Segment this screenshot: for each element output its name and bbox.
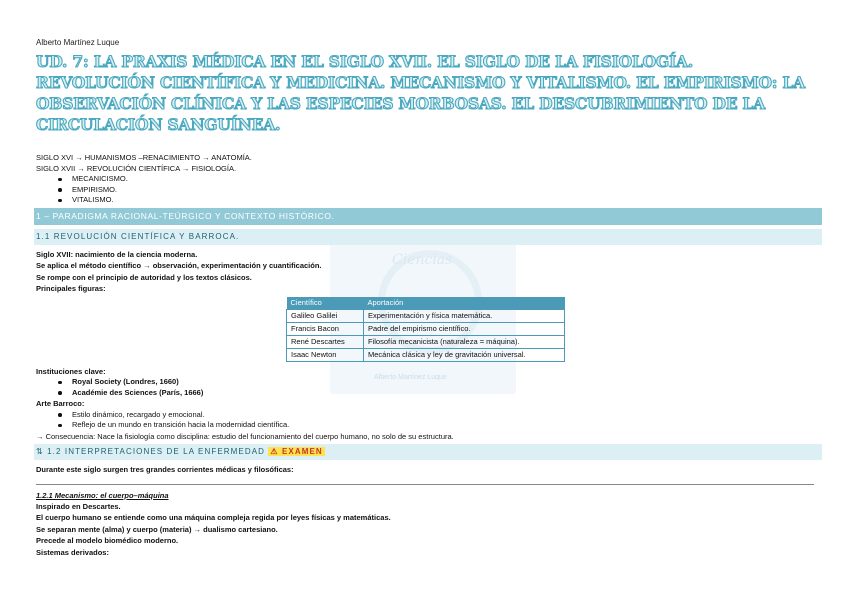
intro-line-1: SIGLO XVI → HUMANISMOS –RENACIMIENTO → ANATOMÍA.	[36, 153, 252, 162]
table-cell: Experimentación y física matemática.	[364, 309, 565, 322]
table-cell: René Descartes	[287, 335, 364, 348]
subsection-heading: 1.2.1 Mecanismo: el cuerpo–máquina	[36, 490, 169, 500]
table-row	[287, 348, 565, 361]
section-heading-1: 1 – PARADIGMA RACIONAL-TEÚRGICO Y CONTEXTO HISTÓRICO.	[34, 208, 822, 225]
section-heading-text: ⇅ 1.2 INTERPRETACIONES DE LA ENFERMEDAD	[36, 447, 266, 456]
section-intro: Durante este siglo surgen tres grandes corrientes médicas y filosóficas:	[36, 465, 294, 474]
list-item: EMPIRISMO.	[58, 185, 814, 196]
figures-table	[286, 297, 565, 362]
divider	[36, 484, 814, 485]
author-name: Alberto Martínez Luque	[36, 38, 120, 47]
paragraph-line: Se aplica el método científico → observación, experimentación y cuantificación.	[36, 261, 322, 270]
watermark-title: Ciencias	[392, 252, 453, 268]
baroque-list	[36, 410, 814, 431]
column-header: Científico	[287, 297, 364, 310]
table-cell: Filosofía mecanicista (naturaleza = máquina).	[364, 335, 565, 348]
consequence-line: → Consecuencia: Nace la fisiología como disciplina: estudio del funcionamiento del cuerpo humano, no solo de su estructura.	[36, 431, 454, 441]
intro-bullets	[36, 174, 814, 206]
paragraph-line: Se rompe con el principio de autoridad y los textos clásicos.	[36, 272, 252, 282]
paragraph-line: Sistemas derivados:	[36, 547, 109, 557]
list-item: Royal Society (Londres, 1660)	[58, 377, 814, 388]
table-row	[287, 322, 565, 335]
intro-line-2: SIGLO XVII → REVOLUCIÓN CIENTÍFICA → FISIOLOGÍA.	[36, 163, 237, 173]
list-item: Académie des Sciences (París, 1666)	[58, 388, 814, 399]
watermark-author: Alberto Martínez Luque	[374, 374, 447, 381]
paragraph-line: Se separan mente (alma) y cuerpo (materia) → dualismo cartesiano.	[36, 524, 278, 534]
column-header: Aportación	[364, 297, 565, 310]
table-cell: Francis Bacon	[287, 322, 364, 335]
table-cell: Isaac Newton	[287, 348, 364, 361]
institutions-list	[36, 377, 814, 398]
table-cell: Galileo Galilei	[287, 309, 364, 322]
section-heading-1-1: 1.1 REVOLUCIÓN CIENTÍFICA Y BARROCA.	[34, 229, 822, 245]
list-item: VITALISMO.	[58, 195, 814, 206]
table-row	[287, 309, 565, 322]
table-row	[287, 335, 565, 348]
document-title: UD. 7: LA PRAXIS MÉDICA EN EL SIGLO XVII. EL SIGLO DE LA FISIOLOGÍA. REVOLUCIÓN CIENTÍFICA Y MEDICINA. MECANISMO Y VITALISMO. EL EMPIRISMO: LA OBSERVACIÓN CLÍNICA Y LAS ESPECIES MORBOSAS. EL DESCUBRIMIENTO DE LA CIRCULACIÓN SANGUÍNEA.	[36, 52, 805, 134]
list-item: MECANICISMO.	[58, 174, 814, 185]
exam-badge: ⚠ EXAMEN	[270, 447, 323, 456]
table-cell: Padre del empirismo científico.	[364, 322, 565, 335]
paragraph-line: Siglo XVII: nacimiento de la ciencia moderna.	[36, 249, 198, 259]
document-page	[36, 38, 814, 558]
list-item: Reflejo de un mundo en transición hacia la modernidad científica.	[58, 420, 814, 431]
table-header-row	[287, 297, 565, 310]
paragraph-line: Precede al modelo biomédico moderno.	[36, 536, 179, 545]
paragraph-line: Inspirado en Descartes.	[36, 501, 121, 511]
figures-label: Principales figuras:	[36, 284, 106, 293]
table-cell: Mecánica clásica y ley de gravitación universal.	[364, 348, 565, 361]
institutions-label: Instituciones clave:	[36, 366, 106, 376]
section-heading-1-2	[34, 444, 822, 460]
baroque-label: Arte Barroco:	[36, 399, 85, 408]
paragraph-line: El cuerpo humano se entiende como una máquina compleja regida por leyes físicas y matemáticas.	[36, 513, 391, 522]
list-item: Estilo dinámico, recargado y emocional.	[58, 410, 814, 421]
